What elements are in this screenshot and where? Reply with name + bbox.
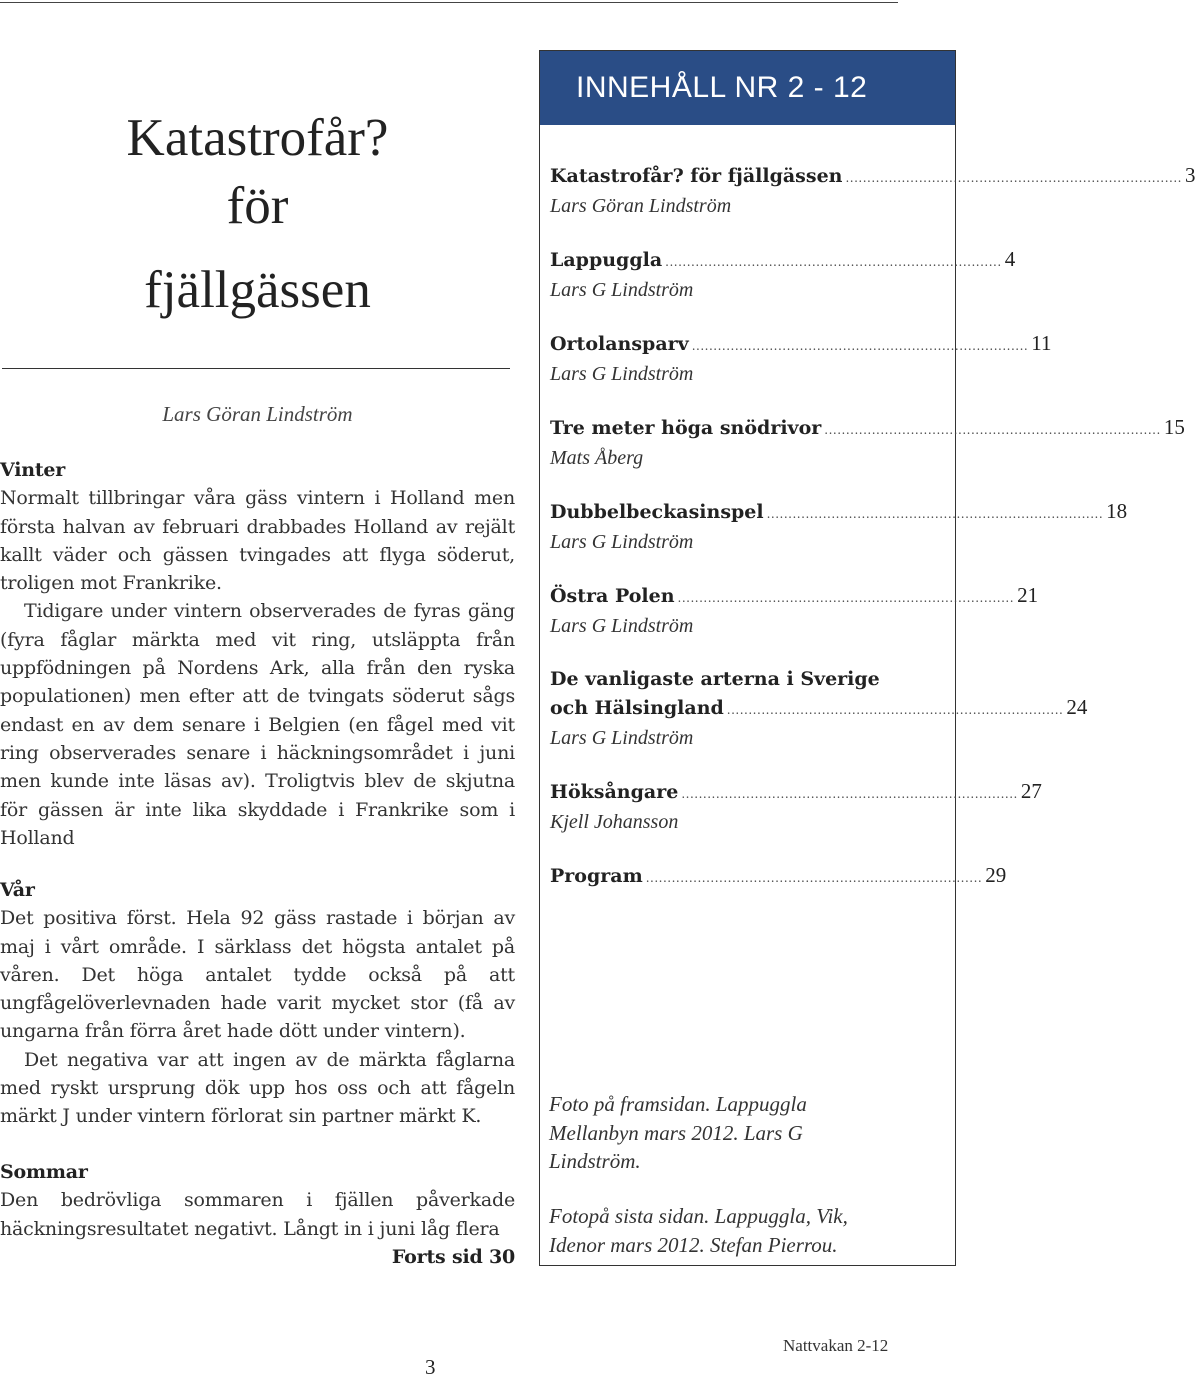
toc-item-author: Lars G Lindström [550,727,694,749]
toc-dot-leader: .............................................................................. [681,787,1018,801]
toc-heading: INNEHÅLL NR 2 - 12 [540,51,955,125]
toc-item-title-line-1: De vanligaste arterna i Sverige [550,668,880,690]
toc-item-author: Lars G Lindström [550,363,694,385]
toc-dot-leader: .............................................................................. [691,339,1029,353]
section-spring [0,876,515,1131]
toc-item-page: 15 [1163,415,1185,439]
toc-item[interactable] [550,497,1128,581]
toc-item-title: Lappuggla [550,249,663,271]
toc-item-title: Dubbelbeckasinspel [550,501,764,523]
top-rule [0,2,898,3]
toc-dot-leader: .............................................................................. [726,703,1064,717]
toc-item-page: 3 [1185,163,1196,187]
toc-list [550,161,1196,945]
toc-item-author: Lars Göran Lindström [550,195,732,217]
title-divider [2,368,510,369]
toc-item-title: Ortolansparv [550,333,689,355]
section-winter [0,456,515,852]
magazine-issue: Nattvakan 2-12 [783,1336,889,1355]
section-heading: Vår [0,879,35,901]
toc-item-page: 4 [1004,247,1016,271]
toc-item-title: och Hälsingland [550,697,724,719]
toc-dot-leader: .............................................................................. [645,871,983,885]
toc-item-author: Kjell Johansson [550,811,679,833]
toc-item-author: Lars G Lindström [550,615,694,637]
toc-item-title: Tre meter höga snödrivor [550,417,822,439]
toc-dot-leader: .............................................................................. [845,171,1182,185]
toc-item-page: 24 [1066,695,1088,719]
section-summer [0,1158,515,1271]
toc-item-page: 27 [1020,779,1042,803]
toc-item[interactable] [550,777,1042,861]
toc-item[interactable] [550,581,1039,665]
continued-note: Forts sid 30 [391,1245,515,1268]
toc-item[interactable] [550,329,1052,413]
toc-item-title: Höksångare [550,781,679,803]
paragraph: Normalt tillbringar våra gäss vintern i Holland men första halvan av februari drabbades Holland av rejält kallt väder och gässen tvingades att flyga söderut, troligen mot Frankrike. [0,487,515,595]
article-title-line-2: för [226,177,289,235]
paragraph: Den bedrövliga sommaren i fjällen påverkade häckningsresultatet negativt. Långt in i juni låg flera [0,1189,515,1240]
toc-item[interactable] [550,665,1088,777]
toc-item[interactable] [550,245,1016,329]
toc-dot-leader: .............................................................................. [824,423,1161,437]
article-byline: Lars Göran Lindström [162,402,353,426]
toc-dot-leader: .............................................................................. [665,255,1002,269]
toc-item-author: Lars G Lindström [550,531,694,553]
paragraph: Det negativa var att ingen av de märkta fåglarna med ryskt ursprung dök upp hos oss och att fågeln märkt J under vintern förlorat sin partner märkt K. [0,1048,515,1128]
paragraph: Tidigare under vintern observerades de fyras gäng (fyra fåglar märkta med vit ring, utsläppta från uppfödningen på Nordens Ark, alla från den ryska populationen) men efter att de tvingats söderut sågs endast en av dem senare i Belgien (en fågel med vit ring observerades senare i häckningsområdet i juni men kunde inte läsas av). Troligtvis blev de skjutna för gässen är inte lika skyddade i Frankrike som i Holland [0,600,515,849]
back-photo-caption: Fotopå sista sidan. Lappuggla, Vik, Idenor mars 2012. Stefan Pierrou. [549,1204,848,1257]
toc-dot-leader: .............................................................................. [766,507,1104,521]
toc-item[interactable] [550,861,1007,945]
toc-item-title: Östra Polen [550,585,675,607]
page-number: 3 [425,1355,436,1379]
toc-item[interactable] [550,413,1185,497]
toc-item-author: Mats Åberg [550,447,644,469]
toc-item-page: 18 [1106,499,1128,523]
toc-item-author: Lars G Lindström [550,279,694,301]
cover-photo-caption: Foto på framsidan. Lappuggla Mellanbyn mars 2012. Lars G Lindström. [549,1092,807,1173]
section-heading: Sommar [0,1161,88,1183]
section-heading: Vinter [0,459,66,481]
toc-item-title: Katastrofår? för fjällgässen [550,165,843,187]
toc-item-page: 29 [985,863,1007,887]
article-title-line-3: fjällgässen [144,261,371,319]
table-of-contents [539,50,1196,1266]
toc-dot-leader: .............................................................................. [677,591,1015,605]
toc-item-page: 11 [1031,331,1052,355]
paragraph: Det positiva först. Hela 92 gäss rastade i början av maj i vårt område. I särklass det högsta antalet på våren. Det höga antalet tydde också på att ungfågelöverlevnaden hade varit mycket stor (få av ungarna från förra året hade dött under vintern). [0,907,515,1043]
article-title-line-1: Katastrofår? [126,109,389,167]
toc-item[interactable] [550,161,1196,245]
toc-item-page: 21 [1017,583,1039,607]
toc-item-title: Program [550,865,643,887]
